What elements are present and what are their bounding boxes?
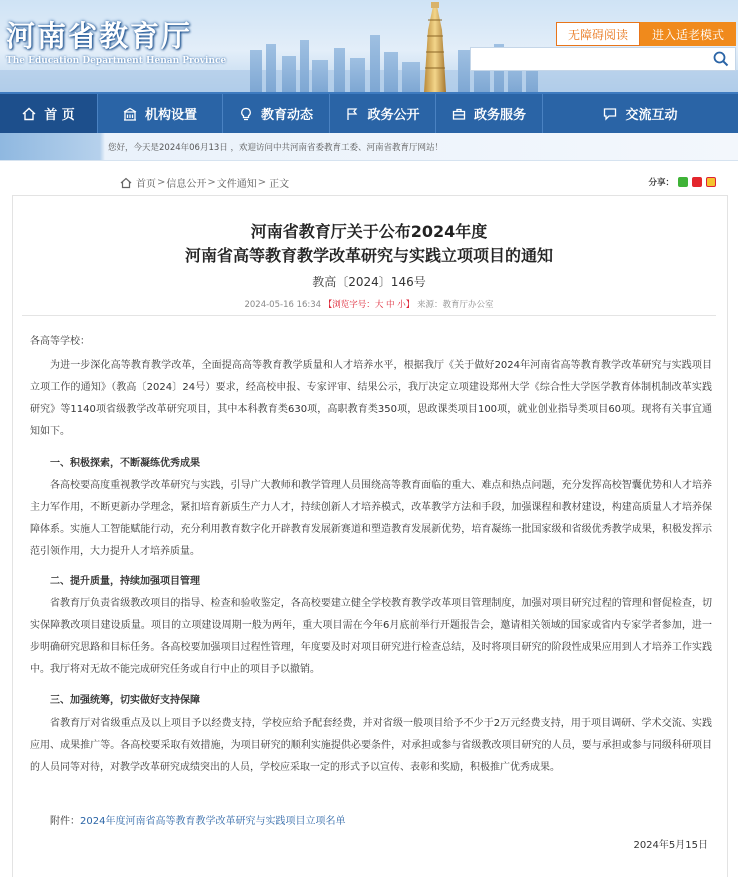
nav-item-label: 政务服务 — [473, 108, 526, 123]
nav-item-institutions[interactable] — [98, 94, 223, 133]
elder-mode-button[interactable]: 进入适老模式 — [640, 22, 736, 46]
search-box — [470, 47, 736, 71]
nav-item-news[interactable] — [223, 94, 330, 133]
chat-icon — [603, 107, 617, 121]
font-size-medium-button[interactable]: 中 — [386, 300, 395, 310]
font-size-label-close: 】 — [405, 300, 415, 310]
salutation: 各高等学校： — [30, 336, 90, 347]
font-size-large-button[interactable]: 大 — [374, 300, 384, 310]
home-icon — [120, 177, 132, 189]
section-heading-3: 三、加强统筹，切实做好支持保障 — [50, 695, 200, 706]
article-source: 来源：教育厅办公室 — [416, 300, 494, 310]
barrier-free-button[interactable]: 无障碍阅读 — [556, 22, 640, 46]
briefcase-icon — [452, 107, 466, 121]
main-nav — [0, 92, 738, 133]
nav-item-label: 首 页 — [44, 108, 75, 123]
nav-item-label: 机构设置 — [144, 108, 197, 123]
breadcrumb-separator: > — [207, 177, 216, 188]
document-date: 2024年5月15日 — [633, 840, 708, 851]
nav-item-label: 交流互动 — [625, 108, 678, 123]
search-input[interactable] — [471, 49, 707, 71]
welcome-text: 您好，今天是2024年06月13日 ，欢迎访问中共河南省委教育工委、河南省教育厅网站！ — [108, 143, 443, 153]
search-icon[interactable] — [713, 51, 729, 67]
header-banner — [0, 0, 738, 92]
section-heading-2: 二、提升质量，持续加强项目管理 — [50, 576, 200, 587]
font-size-label: 【浏览字号： — [323, 300, 375, 310]
lightbulb-icon — [239, 107, 253, 121]
nav-item-home[interactable] — [0, 94, 98, 133]
breadcrumb-notice-link[interactable]: 文件通知 — [216, 179, 257, 190]
nav-item-interaction[interactable] — [543, 94, 738, 133]
paragraph-section-1: 各高校要高度重视教学改革研究与实践，引导广大教师和教学管理人员围绕高等教育面临的重大、难点和热点问题，充分发挥高校智囊优势和人才培养主力军作用，不断更新办学理念，紧扣培育新质生产力人才，持续创新人才培养模式，改革教学方法和手段，加强课程和教材建设，构建高质量人才培养保障体系。实施人工智能赋能行动，充分利用教育数字化开辟教育发展新赛道和塑造教育发展新优势，培育凝练一批国家级和省级优秀教学成果，积极发挥示范引领作用，大力提升人才培养质量。 — [30, 480, 712, 557]
title-divider — [22, 315, 716, 316]
section-heading-1: 一、积极探索，不断凝练优秀成果 — [50, 458, 200, 469]
nav-item-label: 政务公开 — [367, 108, 420, 123]
site-title: 河南省教育厅 — [6, 19, 193, 53]
font-size-small-button[interactable]: 小 — [397, 300, 406, 310]
paragraph-section-3: 省教育厅对省级重点及以上项目予以经费支持，学校应给予配套经费，并对省级一般项目给予不少于2万元经费支持，用于项目调研、学术交流、实践应用、成果推广等。各高校要采取有效措施，为项目研究的顺利实施提供必要条件，对承担或参与省级教改项目研究的人员，要与承担或参与同级科研项目的人员同等对待，对教学改革研究成绩突出的人员，学校应采取一定的形式予以宣传、表彰和奖励，积极推广优秀成果。 — [30, 718, 712, 773]
breadcrumb-separator: > — [157, 177, 166, 188]
article-meta — [0, 298, 738, 310]
article-title-line2: 河南省高等教育教学改革研究与实践立项项目的通知 — [184, 246, 553, 265]
attachment — [50, 812, 345, 827]
font-size-selector — [324, 300, 414, 310]
breadcrumb-info-link[interactable]: 信息公开 — [166, 179, 207, 190]
attachment-link[interactable]: 2024年度河南省高等教育教学改革研究与实践项目立项名单 — [80, 816, 346, 827]
breadcrumb-current: 正文 — [269, 179, 290, 190]
flag-icon — [345, 107, 359, 121]
breadcrumb — [120, 175, 291, 190]
building-icon — [123, 107, 137, 121]
site-subtitle: The Education Department Henan Province — [6, 56, 227, 66]
publish-datetime: 2024-05-16 16:34 — [244, 300, 322, 310]
share-bar — [648, 176, 716, 188]
paragraph-intro: 为进一步深化高等教育教学改革，全面提高高等教育教学质量和人才培养水平，根据我厅《关于做好2024年河南省高等教育教学改革研究与实践项目立项工作的通知》（教高〔2024〕24号）要求，经高校申报、专家评审、结果公示，我厅决定立项建设郑州大学《综合性大学医学教育体制机制改革实践研究》等1140项省级教学改革研究项目，其中本科教育类630项，高职教育类350项，思政课类项目100项，就业创业指导类项目60项。现将有关事宜通知如下。 — [30, 360, 712, 437]
paragraph-section-2: 省教育厅负责省级教改项目的指导、检查和验收鉴定，各高校要建立健全学校教育教学改革项目管理制度，加强对项目研究过程的管理和督促检查，切实保障教改项目建设质量。项目的立项建设周期一般为两年，重大项目需在今年6月底前举行开题报告会，邀请相关领域的国家或省内专家学者参加，进一步明确研究思路和目标任务。各高校要加强项目过程性管理，年度要及时对项目研究进行检查总结，及时将项目研究的阶段性成果应用到人才培养工作实践中。我厅将对无故不能完成研究任务或自行中止的项目予以撤销。 — [30, 598, 712, 675]
welcome-bar — [0, 133, 738, 161]
home-icon — [22, 107, 36, 121]
qzone-icon[interactable] — [706, 177, 716, 187]
wechat-icon[interactable] — [678, 177, 688, 187]
breadcrumb-separator: > — [257, 177, 267, 188]
nav-item-gov-disclosure[interactable] — [330, 94, 436, 133]
document-number: 教高〔2024〕146号 — [312, 275, 426, 289]
nav-item-label: 教育动态 — [260, 108, 313, 123]
attachment-label: 附件： — [50, 816, 80, 827]
nav-item-gov-service[interactable] — [436, 94, 543, 133]
share-label: 分享： — [648, 178, 674, 188]
breadcrumb-home-link[interactable]: 首页 — [136, 179, 156, 190]
weibo-icon[interactable] — [692, 177, 702, 187]
article-title-line1: 河南省教育厅关于公布2024年度 — [250, 222, 488, 241]
